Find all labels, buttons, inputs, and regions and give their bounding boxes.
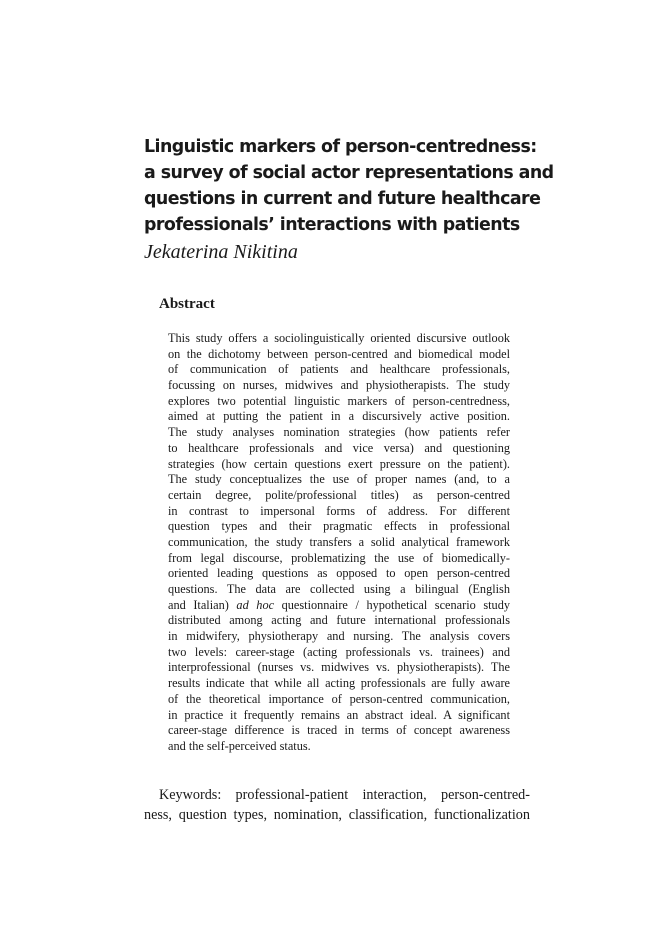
title-line: professionals’ interactions with patients (144, 215, 520, 235)
abstract-line: question types and their pragmatic effects in professional (168, 519, 510, 534)
abstract-line: and the self-perceived status. (168, 738, 311, 753)
abstract-italic-phrase: ad hoc (236, 597, 275, 612)
abstract-line: certain degree, polite/professional titles) as person-centred (168, 487, 510, 502)
abstract-line: two levels: career-stage (acting professionals vs. trainees) and (168, 644, 510, 659)
abstract-line: strategies (how certain questions exert pressure on the patient). (168, 456, 510, 471)
abstract-line: The study conceptualizes the use of proper names (and, to a (168, 472, 510, 487)
abstract-line: from legal discourse, problematizing the use of biomedically- (168, 550, 510, 565)
abstract-line: on the dichotomy between person-centred and biomedical model (168, 346, 510, 361)
abstract-line: This study offers a sociolinguistically oriented discursive outlook (168, 331, 510, 345)
abstract-line: oriented leading questions as opposed to open person-centred (168, 566, 510, 581)
abstract-line: questions. The data are collected using a bilingual (English (168, 582, 510, 596)
abstract-line: results indicate that while all acting professionals are fully aware (168, 676, 510, 691)
paper-title (144, 134, 554, 238)
abstract-line: of the theoretical importance of person-centred communication, (168, 691, 510, 706)
keywords-line: Keywords: professional-patient interaction, person-centred- (159, 787, 530, 803)
keywords (144, 786, 530, 825)
author-name: Jekaterina Nikitina (144, 241, 298, 263)
abstract-line: communication, the study transfers a solid analytical framework (168, 534, 510, 549)
abstract-body (168, 331, 510, 755)
abstract-line: distributed among acting and future international professionals (168, 613, 510, 628)
abstract-line: aimed at putting the patient in a discursively active position. (168, 409, 510, 424)
abstract-line: explores two potential linguistic markers of person-centredness, (168, 393, 510, 408)
abstract-line: in contrast to impersonal forms of address. For different (168, 503, 510, 518)
title-line: a survey of social actor representations and (144, 163, 554, 183)
abstract-line: career-stage difference is traced in terms of concept awareness (168, 723, 510, 738)
keywords-line: ness, question types, nomination, classification, functionalization (144, 806, 530, 823)
abstract-line-mixed (168, 598, 510, 614)
title-line: Linguistic markers of person-centredness: (144, 137, 537, 157)
abstract-line: in midwifery, physiotherapy and nursing. The analysis covers (168, 629, 510, 644)
abstract-line: The study analyses nomination strategies (how patients refer (168, 425, 510, 440)
abstract-line-part: and Italian) (168, 597, 237, 612)
abstract-line: of communication of patients and healthcare professionals, (168, 362, 510, 377)
abstract-line: focussing on nurses, midwives and physiotherapists. The study (168, 378, 510, 393)
abstract-line: to healthcare professionals and vice versa) and questioning (168, 440, 510, 455)
abstract-line: in practice it frequently remains an abstract ideal. A significant (168, 707, 510, 722)
abstract-line-part: questionnaire / hypothetical scenario study (274, 597, 510, 612)
abstract-heading: Abstract (159, 296, 215, 312)
title-line: questions in current and future healthcare (144, 189, 541, 209)
abstract-line: interprofessional (nurses vs. midwives vs. physiotherapists). The (168, 660, 510, 675)
